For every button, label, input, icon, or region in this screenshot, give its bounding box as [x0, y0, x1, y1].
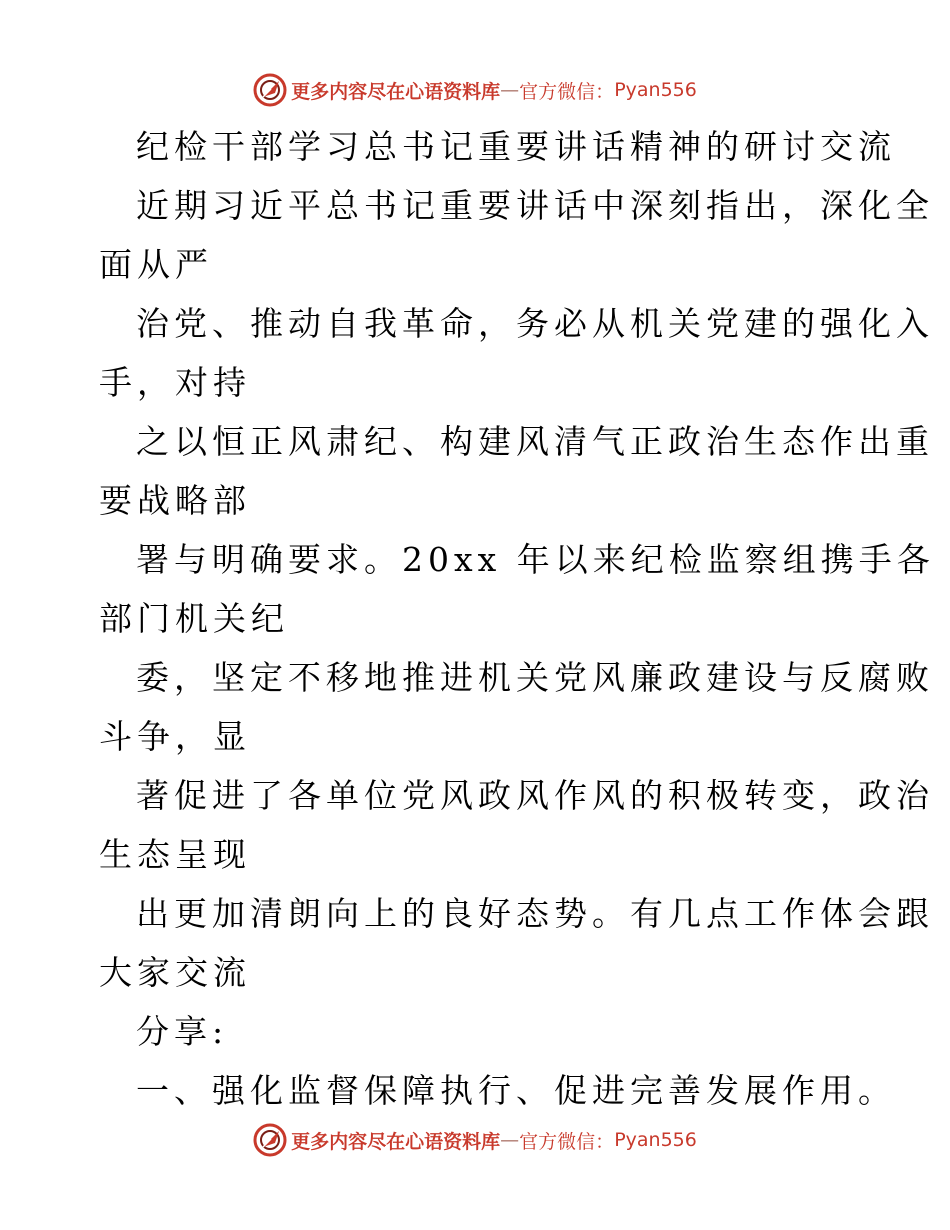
watermark-main-text: 更多内容尽在心语资料库 — [291, 1130, 501, 1153]
paragraph-line: 要战略部 — [99, 481, 251, 520]
paragraph-line: 分享: — [136, 1012, 229, 1051]
paragraph-line: 著促进了各单位党风政风作风的积极转变，政治 — [136, 776, 934, 815]
paragraph-line: 近期习近平总书记重要讲话中深刻指出，深化全 — [136, 186, 934, 225]
paragraph-line: 大家交流 — [99, 953, 251, 992]
section-heading: 一、强化监督保障执行、促进完善发展作用。 — [136, 1071, 896, 1110]
paragraph-line: 面从严 — [99, 245, 213, 284]
document-title: 纪检干部学习总书记重要讲话精神的研讨交流 — [136, 127, 896, 166]
paragraph-line: 出更加清朗向上的良好态势。有几点工作体会跟 — [136, 894, 934, 933]
watermark-dash: — — [500, 79, 520, 101]
paragraph-line: 署与明确要求。20xx 年以来纪检监察组携手各 — [136, 540, 935, 579]
paragraph-line: 生态呈现 — [99, 835, 251, 874]
watermark-main-text: 更多内容尽在心语资料库 — [291, 80, 501, 103]
watermark-wechat-id: Pyan556 — [614, 1129, 697, 1151]
paragraph-line: 治党、推动自我革命，务必从机关党建的强化入 — [136, 304, 934, 343]
footer-watermark — [0, 1120, 950, 1160]
paragraph-line: 手，对持 — [99, 363, 251, 402]
watermark-dash: — — [500, 1129, 520, 1151]
watermark-wechat-label: 官方微信： — [519, 1130, 615, 1153]
paragraph-line: 之以恒正风肃纪、构建风清气正政治生态作出重 — [136, 422, 934, 461]
watermark-wechat-id: Pyan556 — [614, 79, 697, 101]
paragraph-line: 部门机关纪 — [99, 599, 289, 638]
watermark-wechat-label: 官方微信： — [519, 80, 615, 103]
paragraph-line: 委，坚定不移地推进机关党风廉政建设与反腐败 — [136, 658, 934, 697]
paragraph-line: 斗争，显 — [99, 717, 251, 756]
quill-seal-logo-icon — [253, 1123, 287, 1157]
